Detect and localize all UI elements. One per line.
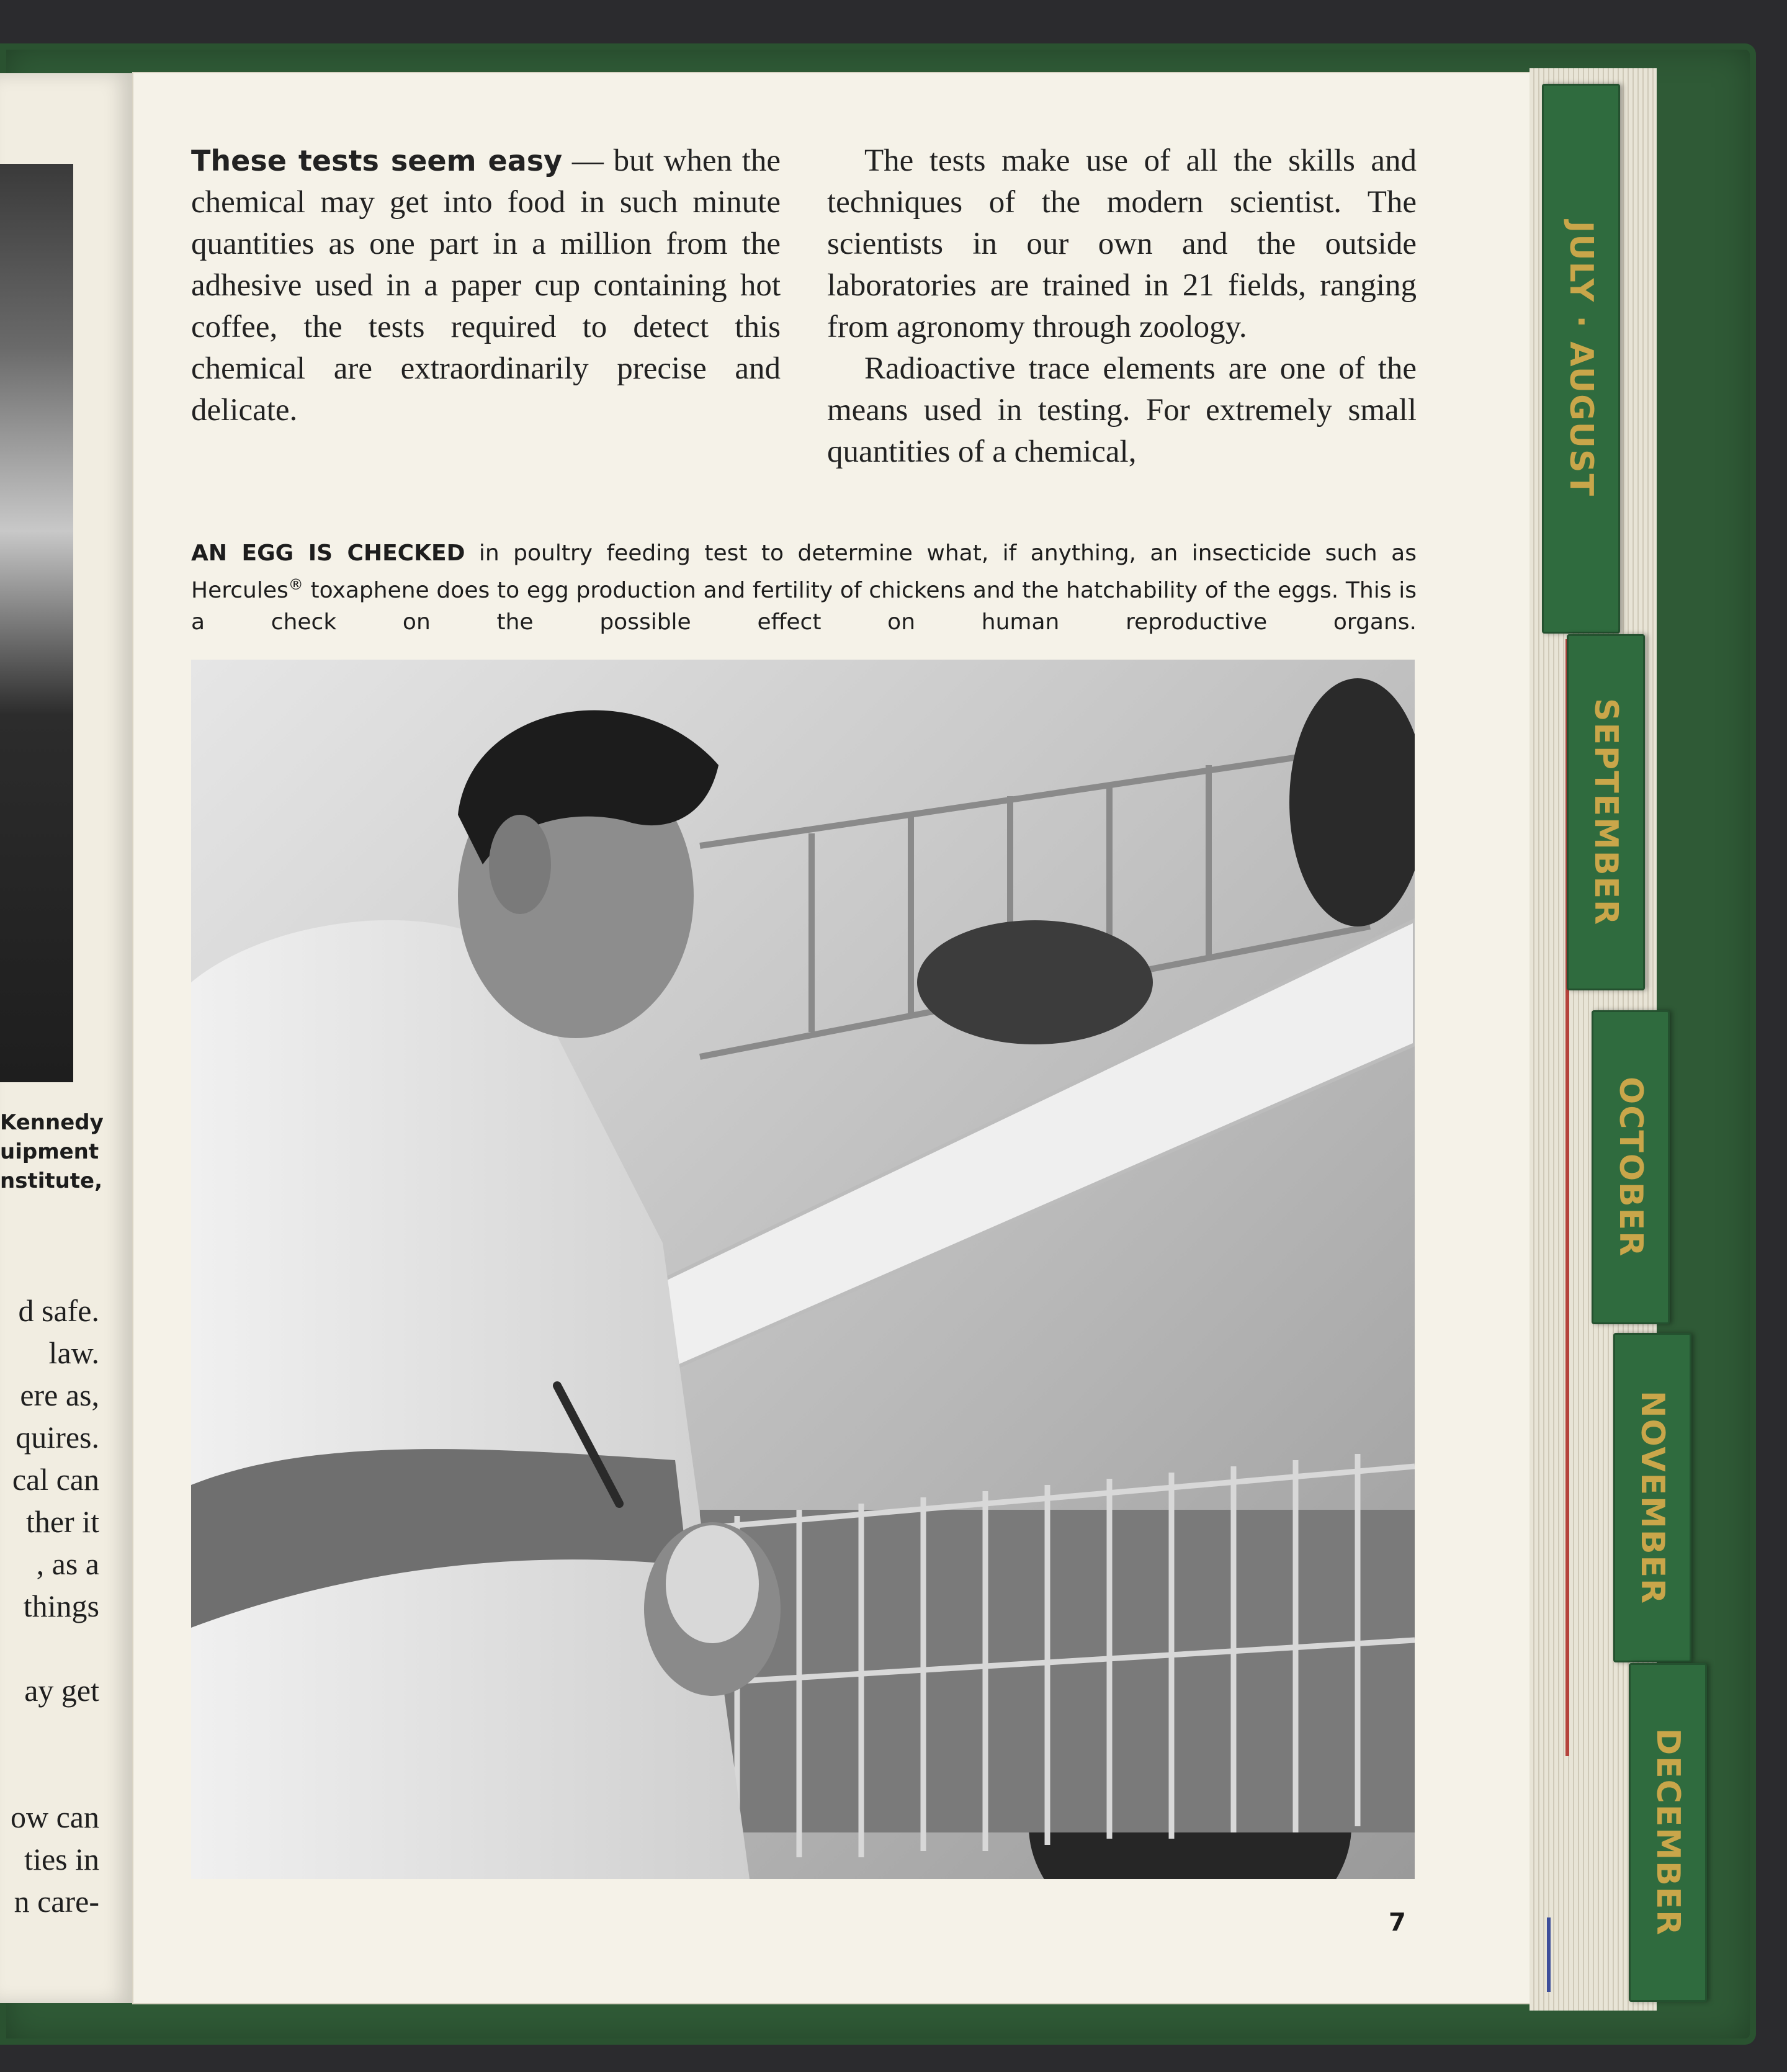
lab-photo bbox=[191, 660, 1415, 1879]
left-text-line: cal can bbox=[12, 1462, 99, 1497]
article-paragraph-1 bbox=[191, 140, 781, 431]
tab-december[interactable] bbox=[1629, 1663, 1707, 2002]
registered-mark: ® bbox=[288, 576, 303, 593]
left-text-line: ther it bbox=[25, 1504, 99, 1539]
article-body bbox=[191, 140, 1417, 488]
caption-text: in poultry feeding test to determine what, if anything, an insecticide such as Hercules bbox=[191, 540, 1417, 603]
left-page-photo bbox=[0, 164, 73, 1082]
left-text-line: ere as, bbox=[20, 1378, 99, 1412]
left-page-caption bbox=[0, 1108, 104, 1196]
left-text-line: , as a bbox=[36, 1546, 99, 1581]
left-caption-line: uipment bbox=[0, 1139, 99, 1164]
left-text-line bbox=[0, 1627, 99, 1669]
page-edge-blue-stripe bbox=[1547, 1917, 1551, 1992]
left-page-text bbox=[0, 1289, 99, 1922]
left-page bbox=[0, 73, 133, 2003]
article-paragraph-3: Radioactive trace elements are one of the means used in testing. For extremely small quantities of a chemical, bbox=[827, 351, 1417, 469]
tab-october[interactable] bbox=[1592, 1010, 1670, 1324]
left-text-line: ties in bbox=[24, 1842, 99, 1877]
tab-label: OCTOBER bbox=[1612, 1077, 1649, 1258]
tab-label: JULY · AUGUST bbox=[1562, 220, 1600, 497]
left-text-line: ow can bbox=[11, 1800, 99, 1834]
tab-july-august[interactable] bbox=[1542, 84, 1620, 634]
left-text-line: things bbox=[23, 1589, 99, 1623]
left-text-line: n care- bbox=[14, 1884, 99, 1919]
tab-november[interactable] bbox=[1613, 1333, 1691, 1662]
left-caption-line: nstitute, bbox=[0, 1168, 103, 1193]
caption-lead: AN EGG IS CHECKED bbox=[191, 540, 465, 566]
tab-label: DECEMBER bbox=[1649, 1728, 1686, 1937]
caption-text-continued: toxaphene does to egg production and fertility of chickens and the hatchability of the eggs. This is a check on the possible effect on human reproductive organs. bbox=[191, 578, 1417, 635]
left-caption-line: Kennedy bbox=[0, 1110, 104, 1135]
left-text-line: d safe. bbox=[18, 1293, 99, 1328]
left-text-line bbox=[0, 1711, 99, 1754]
article-lead: These tests seem easy bbox=[191, 144, 563, 177]
tab-label: SEPTEMBER bbox=[1587, 698, 1624, 926]
left-text-line: quires. bbox=[16, 1420, 99, 1455]
photo-caption bbox=[191, 537, 1417, 638]
article-paragraph-2: The tests make use of all the skills and techniques of the modern scientist. The scientists in our own and the outside laboratories are trained in 21 fields, ranging from agronomy through zoology. bbox=[827, 143, 1417, 344]
lab-photo-illustration bbox=[191, 660, 1415, 1879]
page-number: 7 bbox=[1389, 1908, 1406, 1937]
article-paragraph-1-text: — but when the chemical may get into food in such minute quantities as one part in a million from the adhesive used in a paper cup containing hot coffee, the tests required to detect this chemical are extraordinarily precise and delicate. bbox=[191, 143, 781, 428]
left-text-line bbox=[0, 1754, 99, 1796]
tab-september[interactable] bbox=[1567, 634, 1645, 990]
left-text-line: law. bbox=[48, 1335, 99, 1370]
left-text-line: ay get bbox=[24, 1673, 99, 1708]
tab-label: NOVEMBER bbox=[1634, 1390, 1671, 1605]
